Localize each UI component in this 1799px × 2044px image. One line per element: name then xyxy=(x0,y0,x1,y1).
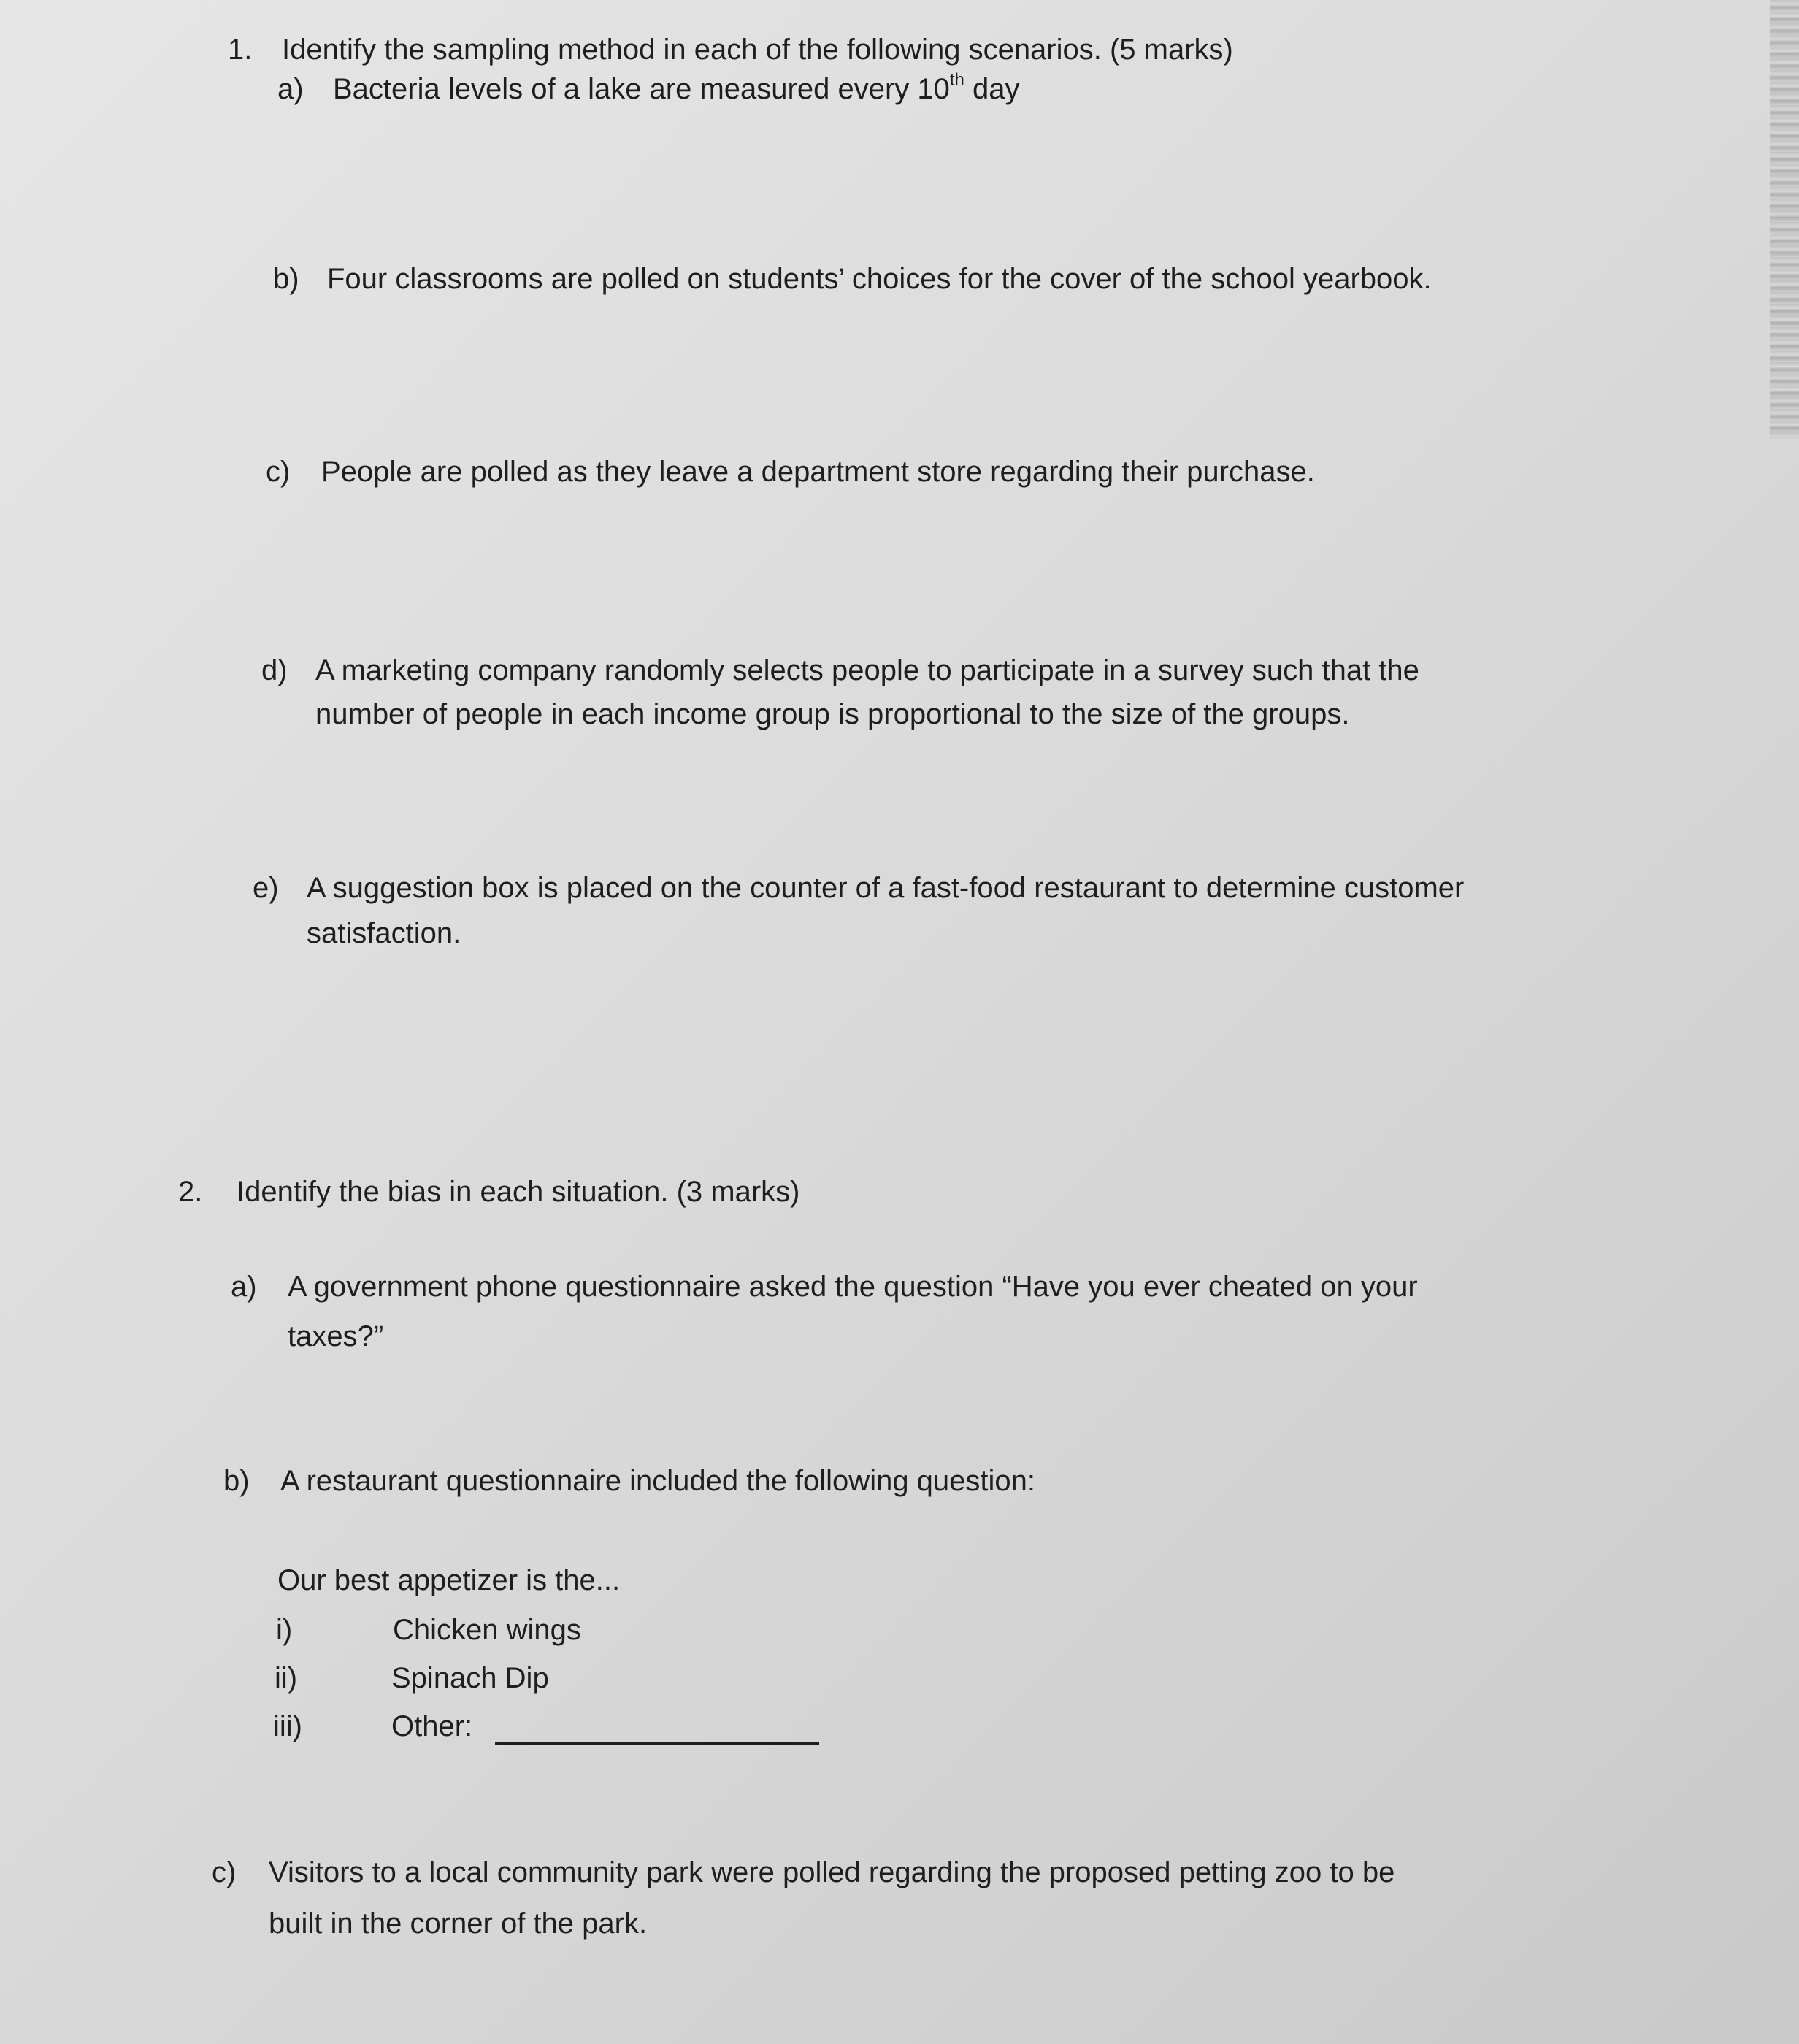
q2b-option-1-label: i) xyxy=(276,1614,293,1646)
q1b-label: b) xyxy=(273,263,299,295)
q1e-label: e) xyxy=(253,872,279,904)
q1a-label: a) xyxy=(277,73,304,105)
q1d-line2: number of people in each income group is proportional to the size of the groups. xyxy=(315,698,1350,730)
q1c-text: People are polled as they leave a department store regarding their purchase. xyxy=(321,456,1315,488)
q1e-line1: A suggestion box is placed on the counter of a fast-food restaurant to determine customer xyxy=(307,872,1465,904)
q2-number: 2. xyxy=(178,1176,203,1208)
q1a-superscript: th xyxy=(949,70,964,90)
q2b-option-1-text: Chicken wings xyxy=(393,1614,581,1646)
q1a-text-before: Bacteria levels of a lake are measured every 10 xyxy=(333,73,950,105)
q2b-option-3-text: Other: xyxy=(391,1710,473,1742)
q2c-line1: Visitors to a local community park were polled regarding the proposed petting zoo to be xyxy=(269,1856,1395,1888)
q1e-line2: satisfaction. xyxy=(307,917,461,949)
q2c-line2: built in the corner of the park. xyxy=(269,1907,648,1940)
q2b-label: b) xyxy=(223,1465,250,1497)
q2b-option-2-text: Spinach Dip xyxy=(391,1662,549,1694)
q1-question: Identify the sampling method in each of the following scenarios. (5 marks) xyxy=(282,34,1233,66)
q2a-line2: taxes?” xyxy=(288,1320,384,1352)
q1d-label: d) xyxy=(261,654,288,686)
q1c-label: c) xyxy=(266,456,291,488)
q2a-line1: A government phone questionnaire asked the question “Have you ever cheated on your xyxy=(288,1271,1418,1303)
q1b-text: Four classrooms are polled on students’ choices for the cover of the school yearbook. xyxy=(327,263,1432,295)
q2b-text: A restaurant questionnaire included the following question: xyxy=(280,1465,1036,1497)
q2b-option-2-label: ii) xyxy=(275,1662,298,1694)
q2b-prompt: Our best appetizer is the... xyxy=(277,1564,621,1596)
q1a-text-after: day xyxy=(964,73,1020,105)
q2c-label: c) xyxy=(212,1856,237,1888)
q2a-label: a) xyxy=(231,1271,257,1303)
answer-blank-line[interactable] xyxy=(495,1742,819,1745)
paper-edge xyxy=(1770,0,1799,438)
q1a-text xyxy=(333,72,1020,107)
q2b-option-3-label: iii) xyxy=(273,1710,302,1742)
q2-question: Identify the bias in each situation. (3 marks) xyxy=(237,1176,800,1208)
q1-number: 1. xyxy=(228,34,253,66)
q1d-line1: A marketing company randomly selects people to participate in a survey such that the xyxy=(315,654,1419,686)
